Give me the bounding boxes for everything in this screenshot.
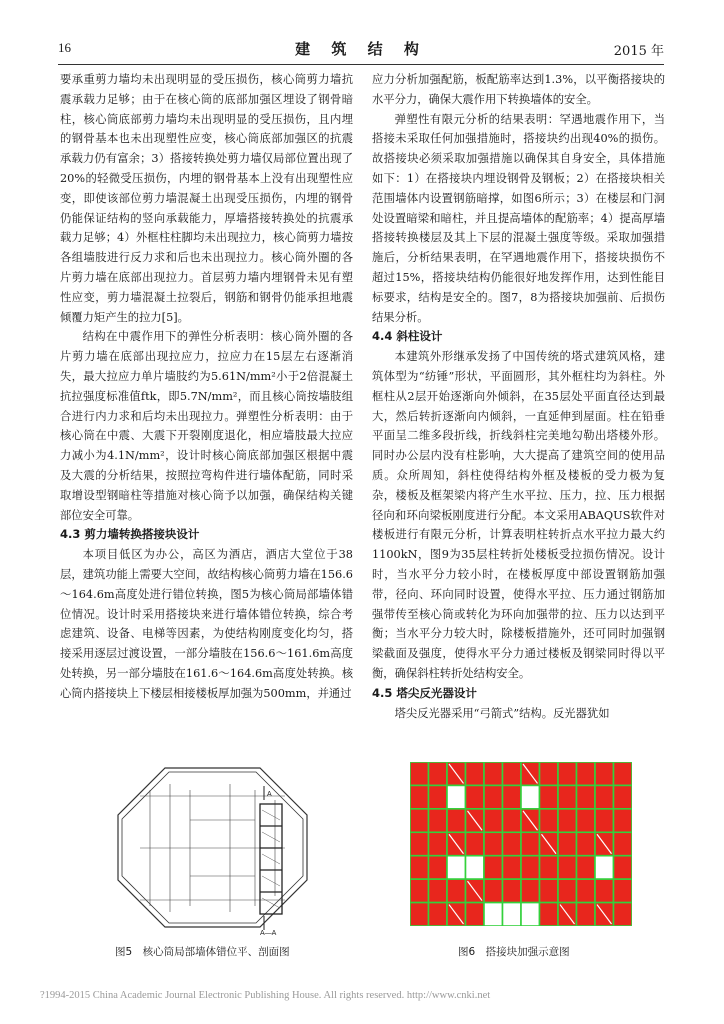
grid-cell: [447, 809, 466, 832]
grid-cell: [540, 785, 559, 808]
grid-cell: [484, 809, 503, 832]
right-column: [372, 70, 665, 723]
hatch-line: [262, 898, 280, 908]
paragraph: 塔尖反光器采用“弓箭式”结构。反光器犹如: [394, 706, 610, 720]
grid-cell: [540, 762, 559, 785]
grid-cell: [503, 832, 522, 855]
section-label: A—A: [260, 930, 277, 936]
grid-cell: [540, 809, 559, 832]
grid-cell: [521, 903, 540, 926]
grid-cell: [577, 785, 596, 808]
paragraph: 要承重剪力墙均未出现明显的受压损伤，核心筒剪力墙抗震承载力足够；由于在核心筒的底部加强区埋设了钢骨暗柱，核心筒底部剪力墙均未出现明显的受压损伤，且内埋的钢骨基本也未出现塑性应变，核心筒底部加强区的抗震承载力仍有富余；3）搭接转换处剪力墙仅局部位置出现了20%的轻微受压损伤，内埋的钢骨基本上没有出现塑性应变，即使该部位剪力墙混凝土出现受压损伤，内埋的钢骨仍能保证结构的竖向承载能力，厚墙搭接转换处的抗震承载力足够；4）外框柱柱脚均未出现拉力，核心筒剪力墙按各组墙肢进行反力求和后也未出现拉力。核心筒外圈的各片剪力墙在底部出现拉力。首层剪力墙内埋钢骨未见有塑性应变，剪力墙混凝土拉裂后，钢筋和钢骨仍能承担地震倾覆力矩产生的拉力[5]。: [60, 73, 353, 324]
grid-cell: [521, 879, 540, 902]
grid-cell: [484, 856, 503, 879]
grid-cell: [540, 879, 559, 902]
grid-cell: [447, 856, 466, 879]
header-rule: [58, 64, 664, 65]
grid-cell: [429, 785, 448, 808]
grid-cell: [503, 856, 522, 879]
publication-year: 2015 年: [613, 44, 664, 59]
figure-6-caption: 图6 搭接块加强示意图: [458, 946, 570, 958]
grid-cell: [614, 762, 633, 785]
grid-cell: [521, 832, 540, 855]
grid-cell: [484, 785, 503, 808]
grid-cell: [410, 879, 429, 902]
grid-cell: [595, 762, 614, 785]
grid-cell: [410, 903, 429, 926]
grid-cell: [429, 762, 448, 785]
grid-cell: [521, 856, 540, 879]
grid-cell: [577, 879, 596, 902]
grid-cell: [466, 856, 485, 879]
copyright-footer: ?1994-2015 China Academic Journal Electronic Publishing House. All rights reserved. http://www.cnki.net: [40, 990, 491, 1001]
grid-cell: [595, 879, 614, 902]
paragraph: 本建筑外形继承发扬了中国传统的塔式建筑风格，建筑体型为“纺锤”形状，平面圆形，其外框柱均为斜柱。外框柱从2层开始逐渐向外倾斜，在35层处平面直径达到最大，然后转折逐渐向内倾斜，一直延伸到屋面。柱在铅垂平面呈二维多段折线，折线斜柱完美地勾勒出塔楼外形。同时办公层内没有柱影响，大大提高了建筑空间的使用品质。众所周知，斜柱使得结构外框及楼板的受力极为复杂，楼板及框架梁内将产生水平拉、压力，拉、压力根据径向和环向梁板刚度进行分配。本文采用ABAQUS软件对楼板进行有限元分析，计算表明柱转折点水平拉力最大约1100kN，图9为35层柱转折处楼板受拉损伤情况。设计时，当水平分力较小时，在楼板厚度中部设置钢筋加强带，径向、环向同时设置，使得水平拉、压力通过钢筋加强带传至核心筒或转化为环向加强带的拉、压力以达到平衡；当水平分力较大时，除楼板措施外，还可同时加强钢梁截面及强度，使得水平分力通过楼板及钢梁同时得以平衡，确保斜柱转折处结构安全。: [372, 350, 665, 680]
left-column: [60, 70, 353, 704]
section-heading: 4.4 斜柱设计: [372, 329, 443, 344]
grid-cell: [466, 903, 485, 926]
grid-cell: [577, 809, 596, 832]
section-heading: 4.3 剪力墙转换搭接块设计: [60, 527, 200, 542]
journal-name: 建 筑 结 构: [295, 40, 427, 58]
grid-cell: [466, 762, 485, 785]
grid-cell: [577, 856, 596, 879]
grid-cell: [614, 785, 633, 808]
grid-cell: [614, 856, 633, 879]
page-number: 16: [58, 40, 71, 55]
hatch-line: [262, 854, 280, 864]
grid-cell: [484, 832, 503, 855]
grid-cell: [521, 785, 540, 808]
grid-cell: [447, 785, 466, 808]
grid-cell: [614, 903, 633, 926]
grid-cell: [503, 879, 522, 902]
grid-cell: [410, 762, 429, 785]
paragraph: 应力分析加强配筋，板配筋率达到1.3%，以平衡搭接块的水平分力，确保大震作用下转换墙体的安全。: [372, 73, 665, 106]
grid-cell: [577, 903, 596, 926]
grid-cell: [558, 879, 577, 902]
figure-6-drawing: [410, 762, 632, 926]
grid-cell: [558, 856, 577, 879]
hatch-line: [262, 876, 280, 886]
grid-cell: [577, 832, 596, 855]
grid-cell: [410, 809, 429, 832]
page-header: [58, 36, 664, 60]
figure-5-drawing: [110, 760, 315, 936]
grid-cell: [503, 903, 522, 926]
grid-cell: [447, 879, 466, 902]
grid-cell: [614, 879, 633, 902]
grid-cell: [429, 856, 448, 879]
grid-cell: [429, 832, 448, 855]
grid-cell: [410, 785, 429, 808]
grid-cell: [466, 785, 485, 808]
grid-cell: [558, 809, 577, 832]
grid-cell: [484, 903, 503, 926]
grid-cell: [466, 832, 485, 855]
grid-cell: [595, 785, 614, 808]
grid-cell: [577, 762, 596, 785]
grid-cell: [558, 832, 577, 855]
figure-5-caption: 图5 核心筒局部墙体错位平、剖面图: [115, 946, 290, 958]
grid-cell: [429, 809, 448, 832]
grid-cell: [503, 762, 522, 785]
hatch-line: [262, 832, 280, 842]
grid-cell: [614, 809, 633, 832]
grid-cell: [429, 879, 448, 902]
cut-mark-top: A: [267, 791, 272, 798]
grid-cell: [484, 762, 503, 785]
section-heading: 4.5 塔尖反光器设计: [372, 685, 477, 700]
paragraph: 结构在中震作用下的弹性分析表明：核心筒外圈的各片剪力墙在底部出现拉应力，拉应力在15层左右逐渐消失，最大拉应力单片墙肢约为5.61N/mm²小于2倍混凝土抗拉强度标准值ftk，即5.7N/mm²，而且核心筒按墙肢组合进行内力求和后均未出现拉力。弹塑性分析表明：由于核心筒在中震、大震下开裂刚度退化，相应墙肢最大拉应力减小为4.1N/mm²，设计时核心筒底部加强区根据中震及大震的分析结果，按照拉弯构件进行墙体配筋，同时采取增设型钢暗柱等措施对核心筒予以加强，确保结构关键部位安全可靠。: [60, 330, 353, 522]
grid-cell: [503, 785, 522, 808]
grid-cell: [429, 903, 448, 926]
grid-cell: [503, 809, 522, 832]
paragraph: 弹塑性有限元分析的结果表明：罕遇地震作用下，当搭接未采取任何加强措施时，搭接块约出现40%的损伤。故搭接块必须采取加强措施以确保其自身安全，具体措施如下：1）在搭接块内埋设钢骨及钢板；2）在搭接块相关范围墙体内设置钢筋暗撑，如图6所示；3）在楼层和门洞处设置暗梁和暗柱，并且提高墙体的配筋率；4）提高厚墙搭接转换楼层及其上下层的混凝土强度等级。采取加强措施后，分析结果表明，在罕遇地震作用下，搭接块损伤不超过15%，搭接块结构仍能很好地发挥作用，达到性能目标要求，结构是安全的。图7，8为搭接块加强前、后损伤结果分析。: [372, 112, 665, 324]
grid-cell: [484, 879, 503, 902]
grid-cell: [540, 903, 559, 926]
grid-cell: [558, 785, 577, 808]
grid-cell: [410, 832, 429, 855]
grid-cell: [410, 856, 429, 879]
paragraph: 本项目低区为办公，高区为酒店，酒店大堂位于38层，建筑功能上需要大空间，故结构核心筒剪力墙在156.6～164.6m高度处进行错位转换，图5为核心筒局部墙体错位情况。设计时采用搭接块来进行墙体错位转换，综合考虑建筑、设备、电梯等因素，为使结构刚度变化均匀，搭接采用逐层过渡设置，一部分墙肢在156.6～161.6m高度处转换，另一部分墙肢在161.6～164.6m高度处转换。核心筒内搭接块上下楼层相接楼板厚加强为500mm，并通过: [60, 548, 353, 700]
grid-cell: [614, 832, 633, 855]
grid-cell: [540, 856, 559, 879]
grid-cell: [558, 762, 577, 785]
hatch-line: [262, 810, 280, 820]
grid-cell: [595, 856, 614, 879]
grid-cell: [595, 809, 614, 832]
